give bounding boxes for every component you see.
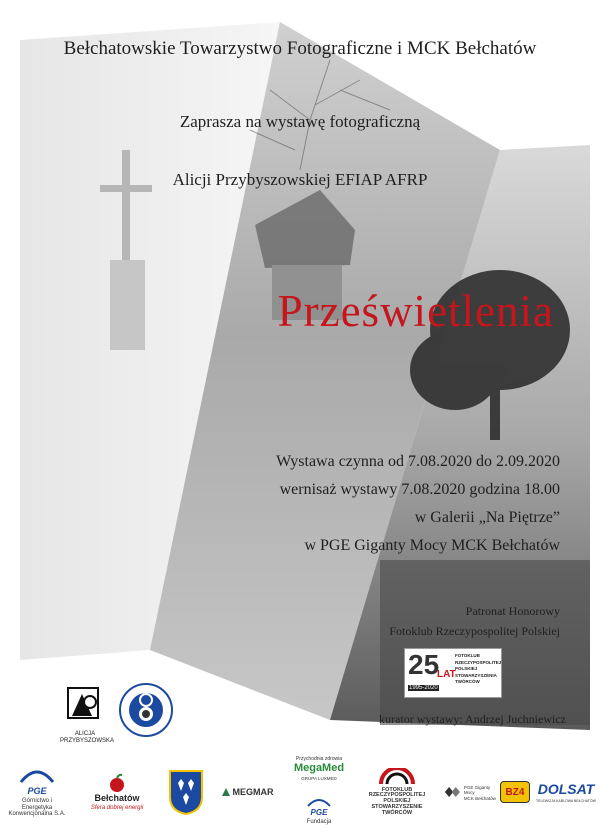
- frp-25-badge: [404, 648, 502, 698]
- sponsor-giganty-mocy: [444, 752, 496, 832]
- author-logo-icon: [60, 686, 110, 726]
- sponsor-pge-fundacja: [292, 790, 346, 832]
- sponsor-coat-of-arms: [166, 752, 206, 832]
- dates-open: Wystawa czynna od 7.08.2020 do 2.09.2020: [276, 453, 560, 470]
- sponsor-dolsat: [534, 752, 598, 832]
- pge-fundacja-label: Fundacja: [306, 819, 332, 826]
- pge-company-name: [6, 798, 68, 819]
- belchatow-tagline: Sfera dobrej energii: [90, 804, 144, 811]
- author-logo: [60, 686, 115, 746]
- giganty-line: PGE Giganty Mocy: [463, 785, 491, 796]
- patronage-label: Patronat Honorowy: [465, 604, 560, 618]
- dolsat-name: DOLSAT: [537, 780, 595, 797]
- megamed-top: Przychodnia zdrowia: [295, 755, 343, 762]
- badge-text: [455, 653, 502, 686]
- megamed-name: MegaMed: [293, 762, 345, 775]
- apple-icon: [107, 773, 127, 793]
- author-logo-line: PRZYBYSZOWSKA: [60, 737, 115, 744]
- sponsor-megmar: [214, 752, 280, 832]
- giganty-icon: [444, 784, 461, 800]
- badge-text-line: FOTOKLUB: [455, 653, 480, 658]
- sponsor-pge-gie: [6, 752, 68, 832]
- giganty-text: [464, 785, 496, 801]
- patronage-org: Fotoklub Rzeczypospolitej Polskiej: [389, 624, 560, 638]
- fotoklub-line: STOWARZYSZENIE: [371, 803, 423, 810]
- badge-text-line: STOWARZYSZENIA: [455, 672, 497, 678]
- dolsat-sub: TELEWIZJA KABLOWA BEŁCHATÓW: [536, 798, 596, 803]
- badge-text-line: POLSKIEJ: [455, 666, 478, 672]
- venue-name: w PGE Giganty Mocy MCK Bełchatów: [304, 537, 560, 554]
- badge-text-line: TWÓRCÓW: [455, 679, 480, 685]
- btf-round-logo: [118, 682, 174, 738]
- pge-name-line: Górnictwo i Energetyka: [21, 797, 53, 811]
- badge-lat: LAT: [437, 669, 456, 680]
- curator-line: kurator wystawy: Andrzej Juchniewicz: [379, 712, 566, 726]
- invitation-line: Zaprasza na wystawę fotograficzną: [179, 112, 421, 131]
- sponsor-megamed: [286, 748, 352, 788]
- pge-brand: PGE: [27, 785, 47, 796]
- fotoklub-line: FOTOKLUB: [381, 786, 413, 793]
- fotoklub-line: POLSKIEJ: [383, 798, 411, 805]
- sponsor-fotoklub-frp: [362, 752, 432, 832]
- pge-name-line: Konwencjonalna S.A.: [8, 811, 66, 818]
- organizer-line: Bełchatowskie Towarzystwo Fotograficzne i MCK Bełchatów: [63, 38, 537, 59]
- megmar-icon: [221, 787, 231, 797]
- megmar-name: MEGMAR: [232, 787, 274, 797]
- giganty-line: MCK Bełchatów: [463, 795, 496, 801]
- sponsor-bz4: [498, 752, 532, 832]
- gallery-name: w Galerii „Na Piętrze”: [414, 509, 560, 526]
- fotoklub-line: TWÓRCÓW: [381, 809, 413, 816]
- exhibition-title: Prześwietlenia: [277, 286, 554, 336]
- badge-number: 25: [408, 649, 440, 680]
- belchatow-name: Bełchatów: [94, 792, 140, 803]
- badge-years: 1995-2020: [409, 685, 438, 691]
- fotoklub-arc-icon: [377, 768, 417, 786]
- pge-fundacja-arc-icon: [306, 796, 332, 808]
- megamed-sub: GRUPA LUXMED: [301, 776, 337, 782]
- fotoklub-text: [369, 788, 426, 817]
- coat-of-arms-icon: [168, 769, 204, 815]
- sponsor-belchatow-city: [86, 752, 148, 832]
- bz4-name: BZ4: [505, 786, 525, 798]
- badge-text-line: RZECZYPOSPOLITEJ: [455, 659, 502, 665]
- fotoklub-line: RZECZYPOSPOLITEJ: [368, 792, 426, 799]
- grass-ground: [380, 560, 590, 725]
- author-line: Alicji Przybyszowskiej EFIAP AFRP: [172, 170, 428, 189]
- pge-fundacja-brand: PGE: [310, 808, 328, 818]
- author-logo-line: ALICJA: [74, 731, 96, 737]
- vernissage-time: wernisaż wystawy 7.08.2020 godzina 18.00: [279, 481, 560, 498]
- pge-arc-icon: [17, 766, 57, 786]
